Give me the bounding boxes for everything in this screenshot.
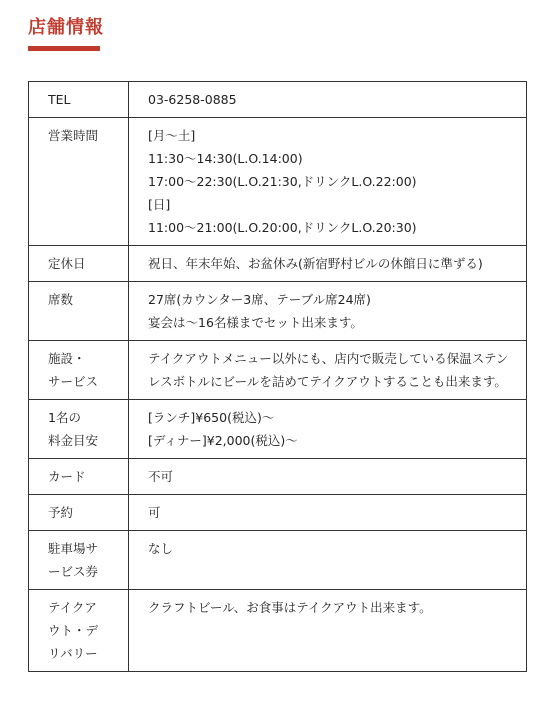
label-line: 定休日 [48,256,86,271]
row-label-card [29,459,129,495]
value-line: [月〜土] [148,128,196,143]
table-row [29,282,527,341]
value-line: [日] [148,197,171,212]
parking-ticket [129,531,527,590]
row-label-parking [29,531,129,590]
value-line: 11:30〜14:30(L.O.14:00) [148,151,303,166]
table-row [29,459,527,495]
price-guide [129,400,527,459]
label-line: 1名の [48,410,81,425]
row-label-reservation [29,495,129,531]
value-line: なし [148,541,174,556]
reservation [129,495,527,531]
section-title: 店舗情報 [28,17,104,38]
table-row [29,341,527,400]
value-line: [ランチ]¥650(税込)〜 [148,410,275,425]
label-line: カード [48,469,86,484]
table-row [29,400,527,459]
table-row [29,590,527,672]
label-line: テイクア [48,600,97,615]
value-line: 不可 [148,469,174,484]
seat-count [129,282,527,341]
value-paragraph: テイクアウトメニュー以外にも、店内で販売している保温ステンレスボトルにビールを詰めてテイクアウトすることも出来ます。 [148,351,509,389]
table-row [29,495,527,531]
value-line: 27席(カウンター3席、テーブル席24席) [148,292,371,307]
value-line: クラフトビール、お食事はテイクアウト出来ます。 [148,600,432,615]
table-row [29,531,527,590]
row-label-facilities [29,341,129,400]
label-line: ウト・デ [48,623,99,638]
value-line: 宴会は〜16名様までセット出来ます。 [148,315,363,330]
table-row [29,82,527,118]
label-line: TEL [48,92,71,107]
label-line: 営業時間 [48,128,99,143]
row-label-price [29,400,129,459]
row-label-seats [29,282,129,341]
label-line: リバリー [48,646,98,661]
label-line: 料金目安 [48,433,99,448]
store-info-table [28,81,527,672]
facilities-services [129,341,527,400]
row-label-closed [29,246,129,282]
label-line: 予約 [48,505,74,520]
takeout-delivery [129,590,527,672]
table-row [29,118,527,246]
value-line: [ディナー]¥2,000(税込)〜 [148,433,298,448]
row-label-tel [29,82,129,118]
value-line: 03-6258-0885 [148,92,237,107]
value-line: 17:00〜22:30(L.O.21:30,ドリンクL.O.22:00) [148,174,417,189]
label-line: 駐車場サ [48,541,99,556]
row-label-takeout [29,590,129,672]
label-line: ービス券 [48,564,99,579]
label-line: 席数 [48,292,74,307]
card-acceptance [129,459,527,495]
row-label-hours [29,118,129,246]
title-underline [28,46,100,51]
table-row [29,246,527,282]
label-line: 施設・ [48,351,86,366]
closed-days [129,246,527,282]
value-line: 祝日、年末年始、お盆休み(新宿野村ビルの休館日に準ずる) [148,256,483,271]
value-line: 可 [148,505,161,520]
value-line: 11:00〜21:00(L.O.20:00,ドリンクL.O.20:30) [148,220,417,235]
business-hours [129,118,527,246]
section-heading [28,14,104,51]
label-line: サービス [48,374,99,389]
phone-number [129,82,527,118]
